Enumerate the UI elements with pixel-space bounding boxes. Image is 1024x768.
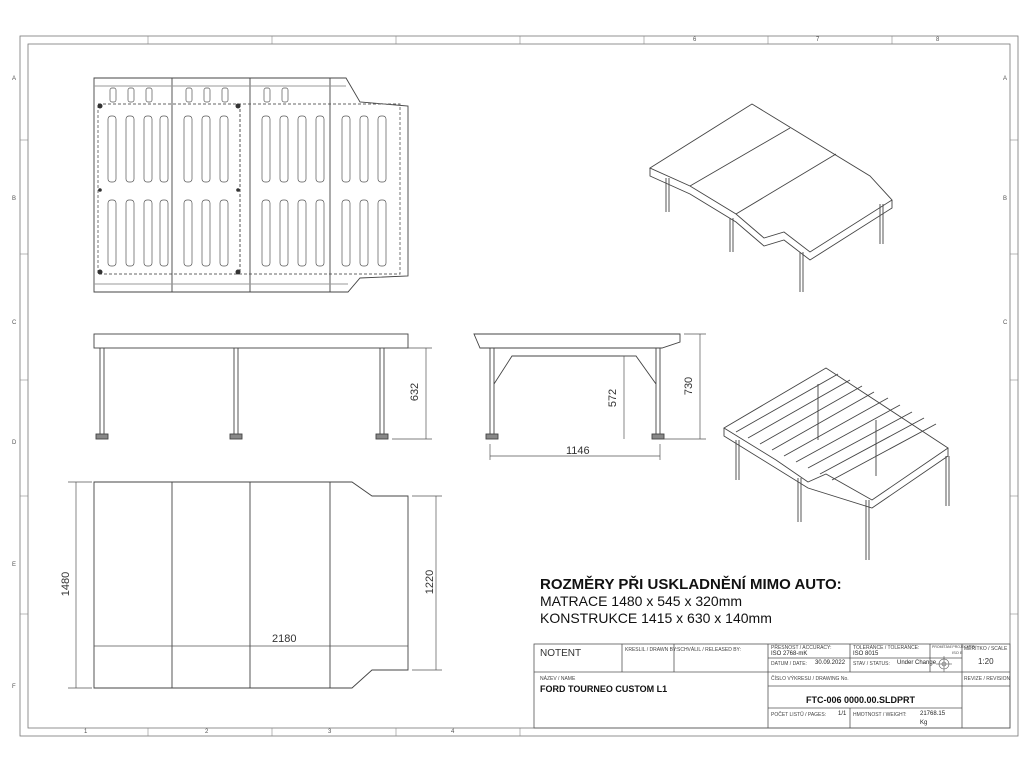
front-view xyxy=(474,334,680,439)
top-view-slats xyxy=(108,88,386,266)
company-name: NOTENT xyxy=(540,648,582,659)
plan-dimensions xyxy=(68,482,442,688)
status-value: Under Change xyxy=(897,660,937,666)
front-dimensions xyxy=(490,334,706,460)
dim-front-total-height: 730 xyxy=(683,376,696,396)
date-value: 30.09.2022 xyxy=(815,660,846,666)
name-value: FORD TOURNEO CUSTOM L1 xyxy=(540,684,668,694)
plan-view xyxy=(94,482,408,688)
drawing-number-value: FTC-006 0000.00.SLDPRT xyxy=(806,695,916,705)
zone-row-f: F xyxy=(12,684,16,690)
pages-value: 1/1 xyxy=(838,711,847,717)
zone-col-3: 3 xyxy=(328,729,332,735)
zone-row-c-right: C xyxy=(1003,320,1008,326)
accuracy-label: PŘESNOST / ACCURACY: xyxy=(771,645,832,651)
note-title: ROZMĚRY PŘI USKLADNĚNÍ MIMO AUTO: xyxy=(540,576,842,593)
zone-row-d: D xyxy=(12,440,17,446)
projection-symbol xyxy=(936,656,952,672)
note-mattress: MATRACE 1480 x 545 x 320mm xyxy=(540,593,743,609)
weight-label: HMOTNOST / WEIGHT: xyxy=(853,712,907,718)
zone-row-a-right: A xyxy=(1003,76,1008,82)
scale-value: 1:20 xyxy=(978,657,994,666)
dim-plan-height: 1480 xyxy=(60,571,73,597)
name-label: NÁZEV / NAME xyxy=(540,676,576,682)
dim-plan-right-height: 1220 xyxy=(424,569,437,595)
zone-ticks xyxy=(20,36,1018,736)
zone-col-1: 1 xyxy=(84,729,88,735)
revision-label: REVIZE / REVISION xyxy=(964,676,1011,682)
tolerance-value: ISO 8015 xyxy=(853,651,879,657)
iso-mattress-view xyxy=(650,104,892,292)
zone-row-a: A xyxy=(12,76,17,82)
accuracy-value: ISO 2768-mK xyxy=(771,651,808,657)
weight-value: 21768.15 xyxy=(920,711,946,717)
drawing-frame xyxy=(20,36,1018,736)
drawn-by-label: KRESLIL / DRAWN BY: xyxy=(625,647,678,653)
top-view-joints xyxy=(98,104,241,275)
dim-front-inner-height: 572 xyxy=(607,388,620,408)
status-label: STAV / STATUS: xyxy=(853,661,890,667)
projection-label: PROMÍTÁNÍ PROJECTION xyxy=(932,645,975,649)
dim-side-height: 632 xyxy=(409,382,422,402)
dim-plan-length: 2180 xyxy=(272,633,297,645)
scale-label: MĚŘÍTKO / SCALE xyxy=(964,646,1008,652)
date-label: DATUM / DATE: xyxy=(771,661,807,667)
zone-col-2: 2 xyxy=(205,729,209,735)
zone-col-4: 4 xyxy=(451,729,455,735)
projection-value: ISO E xyxy=(952,650,963,655)
zone-row-e: E xyxy=(12,562,17,568)
zone-col-7: 7 xyxy=(816,37,820,43)
zone-col-8: 8 xyxy=(936,37,940,43)
dim-front-width: 1146 xyxy=(566,445,590,457)
note-construction: KONSTRUKCE 1415 x 630 x 140mm xyxy=(540,610,772,626)
drawing-number-label: ČÍSLO VÝKRESU / DRAWING No. xyxy=(771,676,849,682)
zone-row-b-right: B xyxy=(1003,196,1008,202)
zone-row-b: B xyxy=(12,196,17,202)
zone-col-6: 6 xyxy=(693,37,697,43)
tolerance-label: TOLERANCE / TOLERANCE: xyxy=(853,645,920,651)
side-view xyxy=(94,334,408,439)
top-view xyxy=(94,78,408,292)
iso-frame-view xyxy=(724,368,949,560)
weight-unit: Kg xyxy=(920,720,928,726)
zone-row-c: C xyxy=(12,320,17,326)
pages-label: POČET LISTŮ / PAGES: xyxy=(771,712,827,718)
released-by-label: SCHVÁLIL / RELEASED BY: xyxy=(677,647,742,653)
storage-dimensions-note xyxy=(540,576,842,627)
